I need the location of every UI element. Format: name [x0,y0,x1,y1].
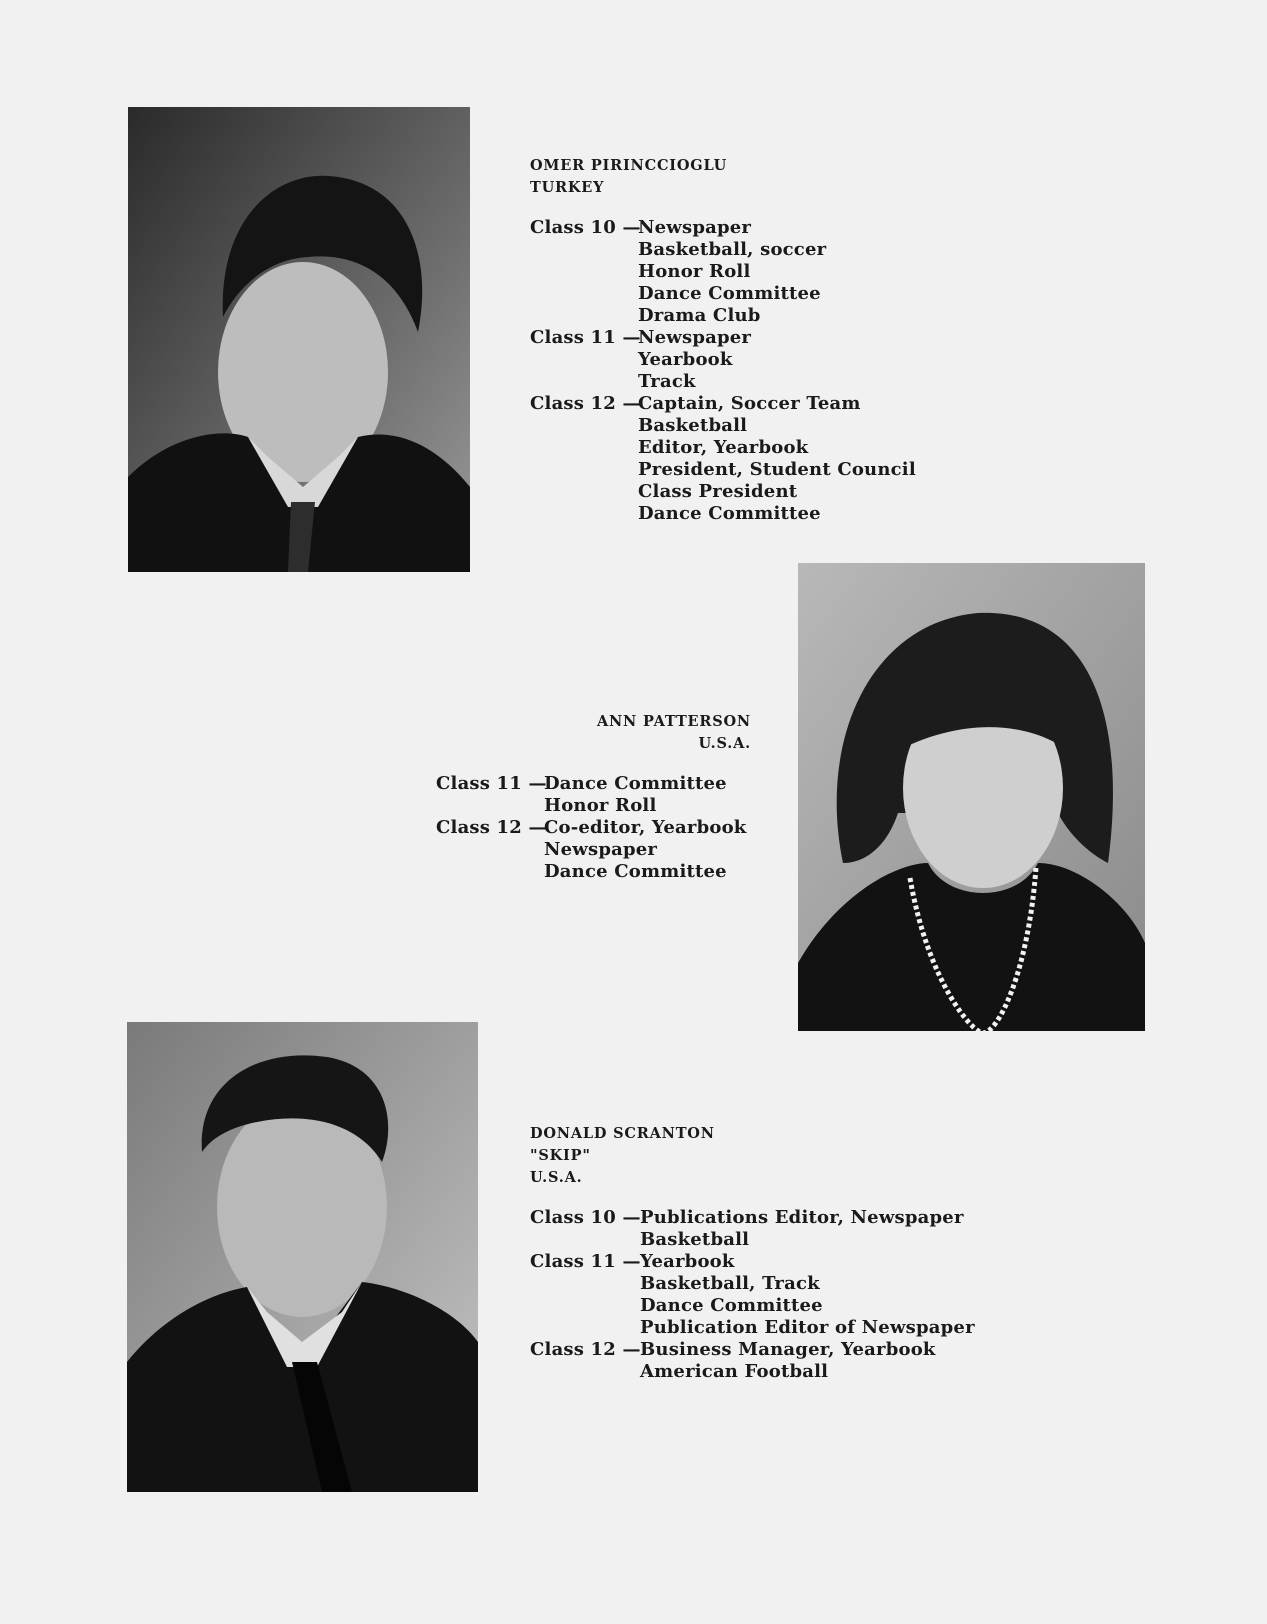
activity: Publications Editor, Newspaper [640,1207,964,1228]
activity: Class President [638,481,798,502]
activity: Dance Committee [638,503,821,524]
class-row [436,773,766,817]
activity: Honor Roll [544,795,657,816]
class-label: Class 12 — [530,393,641,414]
portrait-photo-ann [798,563,1145,1031]
student-entry-omer [530,155,916,525]
activity: Newspaper [638,217,752,238]
class-row [436,817,766,883]
class-row [530,393,916,525]
activity: Yearbook [640,1251,735,1272]
student-country: U.S.A. [530,1169,583,1186]
student-name: DONALD SCRANTON [530,1125,715,1142]
student-name: OMER PIRINCCIOGLU [530,157,728,174]
class-row [530,217,916,327]
activity: Basketball, soccer [638,239,827,260]
class-label: Class 10 — [530,217,641,238]
activity: Captain, Soccer Team [638,393,861,414]
student-entry-donald [530,1123,975,1383]
activity: Publication Editor of Newspaper [640,1317,975,1338]
portrait-photo-omer [128,107,470,572]
portrait-photo-donald [127,1022,478,1492]
activity: American Football [640,1361,829,1382]
class-row [530,327,916,393]
activity: Drama Club [638,305,761,326]
activity: Basketball [640,1229,750,1250]
student-country: U.S.A. [698,735,751,752]
activity: Dance Committee [544,861,727,882]
activity: Co-editor, Yearbook [544,817,747,838]
class-label: Class 11 — [436,773,547,794]
student-entry-ann [436,711,766,883]
activity: Newspaper [638,327,752,348]
activity: Basketball, Track [640,1273,820,1294]
class-label: Class 11 — [530,327,641,348]
class-label: Class 12 — [436,817,547,838]
class-row [530,1207,975,1251]
class-label: Class 10 — [530,1207,641,1228]
activity: Dance Committee [638,283,821,304]
activity: Yearbook [638,349,733,370]
activity: Business Manager, Yearbook [640,1339,936,1360]
activity: Track [638,371,696,392]
student-name: ANN PATTERSON [596,713,751,730]
activity: President, Student Council [638,459,916,480]
class-row [530,1251,975,1339]
activity: Dance Committee [544,773,727,794]
class-label: Class 11 — [530,1251,641,1272]
class-label: Class 12 — [530,1339,641,1360]
activity: Honor Roll [638,261,751,282]
student-country: TURKEY [530,179,605,196]
activity: Basketball [638,415,748,436]
activity: Newspaper [544,839,658,860]
activity: Editor, Yearbook [638,437,809,458]
activity: Dance Committee [640,1295,823,1316]
class-row [530,1339,975,1383]
student-nickname: "SKIP" [530,1147,591,1164]
